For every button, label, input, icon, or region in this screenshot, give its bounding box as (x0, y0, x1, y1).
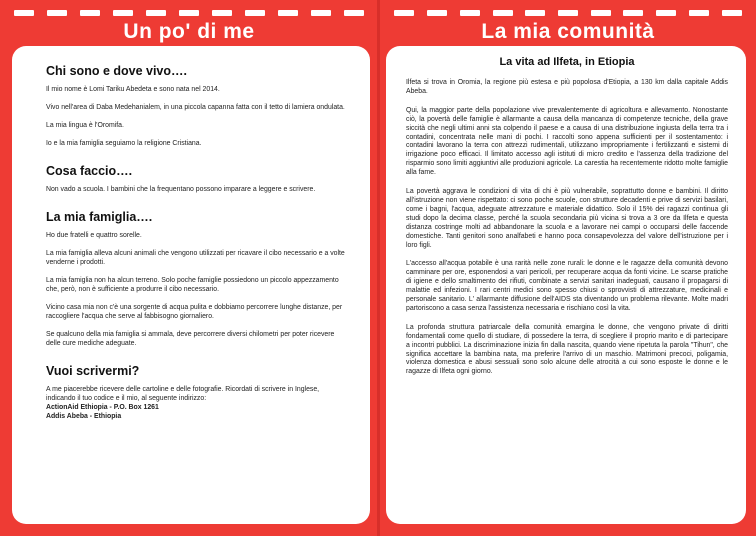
paragraph: Ho due fratelli e quattro sorelle. (46, 232, 142, 239)
section-write-to-me (46, 364, 350, 421)
paragraph: Ilfeta si trova in Oromia, la regione più estesa e più popolosa d'Etiopia, a 130 km dalla capitale Addis Abeba. (406, 79, 728, 95)
section-heading: Vuoi scrivermi? (46, 364, 140, 378)
article-heading: La vita ad Ilfeta, in Etiopia (499, 56, 635, 68)
paragraph: Vivo nell'area di Daba Medehanialem, in una piccola capanna fatta con il tetto di lamiera ondulata. (46, 104, 345, 111)
paragraph: Io e la mia famiglia seguiamo la religione Cristiana. (46, 140, 202, 147)
paragraph: La povertà aggrava le condizioni di vita di chi è più vulnerabile, soprattutto donne e bambini. Il diritto all'istruzione non viene rispettato: ci sono poche scuole, con strutture decadenti e prive di servizi basilari, come i bagni, l'acqua, adeguate attrezzature e materiale didattico. Solo il 15% dei ragazzi continua gli studi dopo la decima classe, perché la scuola secondaria più vicina si trova a 3 ore da Ilfeta e questa distanza costringe molti ad abbandonare la scuola e a lavorare nei campi o occuparsi delle faccende domestiche. Tanti genitori sono analfabeti e hanno poca consapevolezza del valore dell'istruzione per i loro figli. (406, 188, 728, 249)
paragraph: Il mio nome è Lomi Tariku Abedeta e sono nata nel 2014. (46, 86, 220, 93)
top-dash-decoration (0, 10, 378, 16)
postal-address (46, 403, 350, 421)
right-page-title: La mia comunità (481, 20, 655, 43)
paragraph: Se qualcuno della mia famiglia si ammala, deve percorrere diversi chilometri per poter ricevere delle cure mediche adeguate. (46, 331, 335, 347)
section-heading: La mia famiglia…. (46, 210, 153, 224)
paragraph: La mia famiglia non ha alcun terreno. Solo poche famiglie possiedono un piccolo appezzamento che, però, non è sufficiente a produrre il cibo necessario. (46, 277, 339, 293)
paragraph: Non vado a scuola. I bambini che la frequentano possono imparare a leggere e scrivere. (46, 186, 316, 193)
paragraph: Qui, la maggior parte della popolazione vive prevalentemente di agricoltura e allevamento. Nonostante ciò, la povertà delle famiglie è allarmante a causa della mancanza di competenze tecniche, della grave siccità che negli ultimi anni sta colpendo il paese e a causa di una distribuzione ingiusta della terra tra i contadini, concentrata nelle mani di pochi. I raccolti sono appena sufficienti per il sostentamento: i contadini lavorano la terra con attrezzi rudimentali, utilizzano impropriamente i fertilizzanti e sistemi di irrigazione poco efficaci. Il limitato accesso agli istituti di micro credito e l'assenza della tradizione del risparmio sono limiti aggiuntivi alle produzioni agricole. La carestia ha recentemente ridotto molte famiglie alla fame. (406, 106, 728, 177)
top-dash-decoration (380, 10, 756, 16)
left-content-panel (12, 46, 370, 524)
section-heading: Chi sono e dove vivo…. (46, 64, 187, 78)
address-line-1: ActionAid Ethiopia - P.O. Box 1261 (46, 404, 159, 411)
paragraph: La mia famiglia alleva alcuni animali che vengono utilizzati per ricavare il cibo necessario e a volte venderne i prodotti. (46, 250, 345, 266)
paragraph: La profonda struttura patriarcale della comunità emargina le donne, che vengono private di diritti fondamentali come quello di studiare, di possedere la terra, di scegliere il proprio marito e di partecipare a incontri pubblici. La discriminazione inizia fin dalla nascita, quando viene ripetuta la parola "Tihun", che significa accettare la bambina nata, ma preferire l'arrivo di un maschio. Matrimoni precoci, poligamia, violenza domestica e abusi sessuali sono solo alcune delle atrocità a cui sono esposte le donne e le ragazze di Ilfeta ogni giorno. (406, 323, 728, 376)
address-line-2: Addis Abeba - Ethiopia (46, 413, 122, 420)
paragraph: L'accesso all'acqua potabile è una rarità nelle zone rurali: le donne e le ragazze della comunità devono camminare per ore, esponendosi a vari pericoli, per recuperare acqua da fonti vicine. Le scarse pratiche di igiene e dello smaltimento dei rifiuti, combinate a servizi sanitari inadeguati, causano il propagarsi di malattie ed infezioni. I rari centri medici sono spesso chiusi o sprovvisti di attrezzature, medicinali e personale sanitario. L' allarmante diffusione dell'AIDS sta diventando un problema rilevante. Molte madri partoriscono a casa senza l'assistenza necessaria e rischiano così la vita. (406, 260, 728, 312)
paragraph: La mia lingua è l'Oromifa. (46, 122, 124, 129)
right-page (380, 0, 756, 536)
section-heading: Cosa faccio…. (46, 164, 133, 178)
paragraph: A me piacerebbe ricevere delle cartoline e delle fotografie. Ricordati di scrivere in Inglese, indicando il tuo codice e il mio, al seguente indirizzo: (46, 386, 320, 402)
right-content-panel (386, 46, 746, 524)
left-page-title: Un po' di me (123, 20, 255, 43)
section-who-am-i (46, 64, 350, 148)
section-what-i-do (46, 164, 350, 194)
paragraph: Vicino casa mia non c'è una sorgente di acqua pulita e dobbiamo percorrere lunghe distanze, per raccogliere l'acqua che serve al fabbisogno giornaliero. (46, 304, 343, 320)
section-my-family (46, 210, 350, 348)
